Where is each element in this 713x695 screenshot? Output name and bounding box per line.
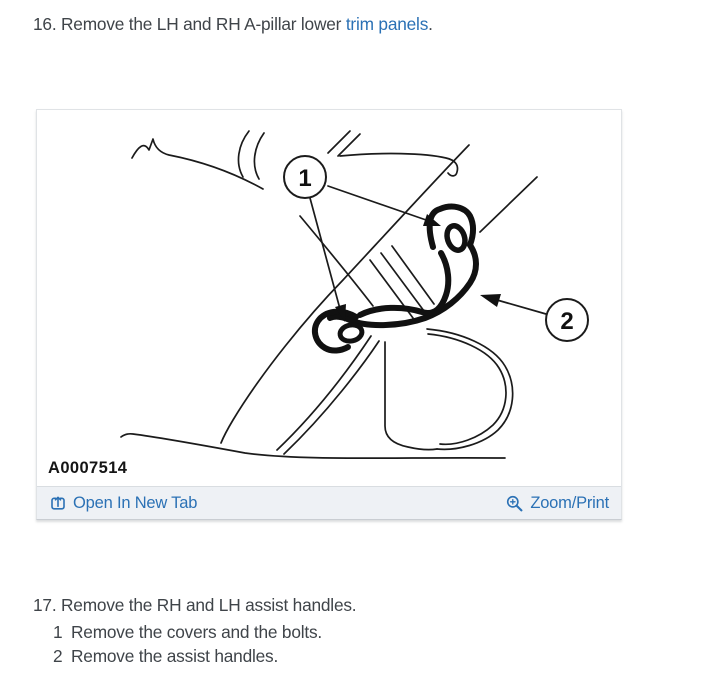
substep-1-text: Remove the covers and the bolts. — [71, 622, 323, 642]
slash-marks — [328, 131, 360, 156]
open-in-new-tab-label: Open In New Tab — [73, 493, 198, 512]
figure-footer-bar — [37, 486, 621, 519]
a-pillar-diagram-image — [37, 110, 621, 486]
windshield-edge — [300, 216, 373, 306]
zoom-print-label: Zoom/Print — [530, 493, 609, 512]
trim-front-edge — [385, 342, 437, 450]
zoom-print-link[interactable] — [506, 494, 609, 513]
callout-2-label: 2 — [560, 308, 574, 335]
step-16-suffix: . — [428, 14, 433, 34]
pillar-lower-edge-1 — [277, 336, 371, 450]
callout-1-label: 1 — [298, 165, 312, 192]
callout-1-line-lower — [310, 198, 340, 309]
substep-2-text: Remove the assist handles. — [71, 646, 279, 666]
trim-panels-link[interactable]: trim panels — [345, 14, 429, 34]
step-17-block — [33, 594, 356, 668]
substep-2-number: 2 — [53, 646, 63, 666]
bracket-upper-hole — [444, 223, 468, 252]
zoom-icon — [506, 495, 523, 512]
ground-line — [121, 434, 505, 458]
step-17-heading: 17. Remove the RH and LH assist handles. — [33, 595, 357, 615]
step-16-prefix: 16. Remove the LH and RH A-pillar lower — [33, 14, 346, 34]
substep-1-number: 1 — [53, 622, 63, 642]
door-arc-inner — [428, 334, 506, 444]
figure-card — [36, 109, 622, 520]
door-arc-outer — [427, 329, 513, 449]
figure-diagram — [37, 110, 621, 486]
arrowhead-callout-2 — [480, 294, 501, 307]
header-rail — [340, 154, 458, 176]
step-17-substep-1 — [53, 620, 356, 644]
diagonal-right — [480, 177, 537, 232]
pillar-left-edge — [221, 145, 469, 443]
step-16-text — [33, 13, 433, 35]
arc-left — [238, 131, 249, 177]
open-in-new-tab-icon — [50, 495, 66, 511]
arc-right — [254, 133, 264, 179]
bracket-lower-hole — [339, 323, 364, 343]
pillar-lower-edge-2 — [284, 341, 379, 454]
figure-code-label: A0007514 — [48, 459, 128, 477]
open-in-new-tab-link[interactable] — [50, 494, 197, 513]
step-17-substep-2 — [53, 644, 356, 668]
callout-2-line — [497, 300, 546, 314]
roofline — [132, 139, 263, 189]
